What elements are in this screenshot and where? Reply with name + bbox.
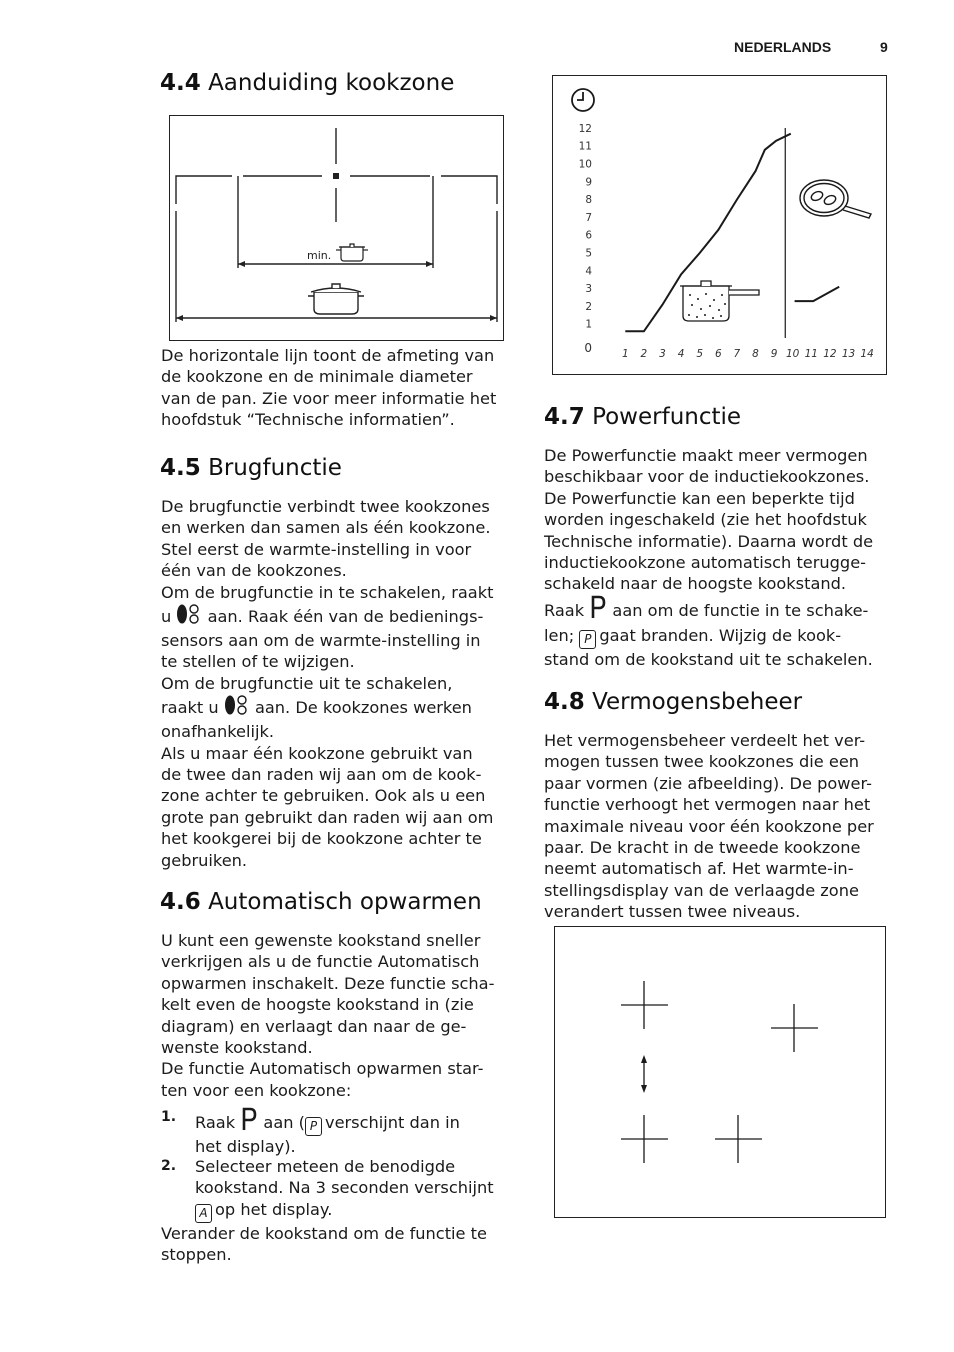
header-language: NEDERLANDS [734,39,832,55]
y-tick-label: 9 [585,176,592,189]
y-tick-label: 4 [585,265,592,278]
pot-icon [680,281,759,321]
x-tick-label: 11 [804,348,818,360]
zone-cross-rear-mid [715,1115,762,1163]
y-tick-label: 12 [578,122,592,135]
p-display-icon: P [579,630,596,649]
y-tick-label: 5 [585,247,592,260]
power-key-icon [589,595,607,619]
x-tick-label: 1 [621,348,629,360]
p-display-icon: P [305,1117,322,1136]
x-tick-label: 14 [860,348,874,360]
heat-up-chart [552,75,887,375]
x-tick-label: 9 [770,348,778,360]
section-4-4-body: De horizontale lijn toont de afmeting van de kookzone en de minimale diameter van de pan. Zie voor meer informatie het hoofdstuk “Technische informatien”. [161,346,497,430]
zone-outline-left [176,176,232,204]
clock-icon [572,89,594,111]
section-4-5-heading: 4.5 Brugfunctie [160,455,342,481]
y-tick-label: 11 [578,140,592,153]
series-line-1 [795,287,840,301]
bridge-icon [224,694,250,716]
x-tick-label: 7 [733,348,741,360]
y-tick-label: 3 [585,283,592,296]
x-tick-label: 6 [714,348,722,360]
section-4-7-body: De Powerfunctie maakt meer vermogen beschikbaar voor de inductiekookzones. De Powerfunctie kan een beperkte tijd worden ingeschakeld (zie het hoofdstuk Technische informatie). Daarna wordt de inductiekookzone automatisch terugge- schakeld naar de hoogste kookstand. Raak aan om de functie in te schake- len; P gaat branden. Wijzig de kook- stand om de kookstand uit te schakelen. [544,446,874,669]
x-tick-label: 4 [677,348,685,360]
section-4-4-heading: 4.4 Aanduiding kookzone [160,70,455,96]
bridge-icon [176,603,202,625]
power-management-figure [554,926,886,1218]
x-tick-label: 10 [786,348,800,360]
section-4-6-body: U kunt een gewenste kookstand sneller verkrijgen als u de functie Automatisch opwarmen inschakelt. Deze functie scha- kelt even de hoogste kookstand in (zie diagram) en verlaagt dan naar de ge- wenste kookstand. De functie Automatisch opwarmen star- ten voor een kookzone: [161,931,495,1100]
page-number: 9 [880,39,888,55]
section-4-6-heading: 4.6 Automatisch opwarmen [160,889,482,915]
step-2: 2. Selecteer meteen de benodigde kookstand. Na 3 seconden verschijnt A op het display. [161,1156,521,1226]
small-pot-icon [336,244,368,261]
y-tick-label: 1 [585,318,592,331]
zone-cross-rear-left [621,1115,668,1163]
x-tick-label: 5 [696,348,704,360]
step-1: 1. Raak aan ( P verschijnt dan in het display). [161,1109,460,1156]
min-label: min. [307,249,332,262]
a-display-icon: A [195,1204,212,1223]
section-4-7-heading: 4.7 Powerfunctie [544,404,742,430]
zone-cross-front-left [621,981,668,1029]
y-tick-label: 8 [585,194,592,207]
x-tick-label: 8 [752,348,759,360]
section-4-8-body: Het vermogensbeheer verdeelt het ver- mogen tussen twee kookzones die een paar vormen (zie afbeelding). De power- functie verhoogt het vermogen naar het maximale niveau voor één kookzone per paar. De kracht in de tweede kookzone neemt automatisch af. Het warmte-in- stellingsdisplay van de verlaagde zone verandert tussen twee niveaus. [544,731,874,922]
y-tick-label: 7 [585,211,592,224]
large-pot-icon [308,284,364,314]
section-4-8-heading: 4.8 Vermogensbeheer [544,689,803,715]
zone-cross-right [771,1004,818,1052]
x-tick-label: 13 [841,348,856,360]
power-key-icon [240,1107,258,1131]
section-4-6-closing: Verander de kookstand om de functie te stoppen. [161,1224,487,1265]
y-tick-label: 10 [578,158,592,171]
zone-center-mark [333,173,339,179]
x-tick-label: 3 [659,348,666,360]
cooking-zone-figure [169,115,504,341]
x-tick-label: 2 [640,348,648,360]
x-tick-label: 12 [823,348,837,360]
y-tick-label: 2 [585,300,592,313]
y-tick-label: 0 [584,341,592,355]
y-tick-label: 6 [585,229,592,242]
frying-pan-icon [800,180,871,218]
section-4-5-body: De brugfunctie verbindt twee kookzones en werken dan samen als één kookzone. Stel eerst de warmte-instelling in voor één van de kookzones. Om de brugfunctie in te schakelen, raakt u aan. Raak één van de bedienings- sensors aan om de warmte-instelling in te stellen of te wijzigen. Om de brugfunctie uit te schakelen, raakt u aan. De kookzones werken onafhankelijk. Als u maar één kookzone gebruikt van de twee dan raden wij aan om de kook- zone achter te gebruiken. Ook als u een grote pan gebruikt dan raden wij aan om het kookgerei bij de kookzone achter te gebruiken. [161,497,494,870]
zone-outline-right [441,176,497,204]
